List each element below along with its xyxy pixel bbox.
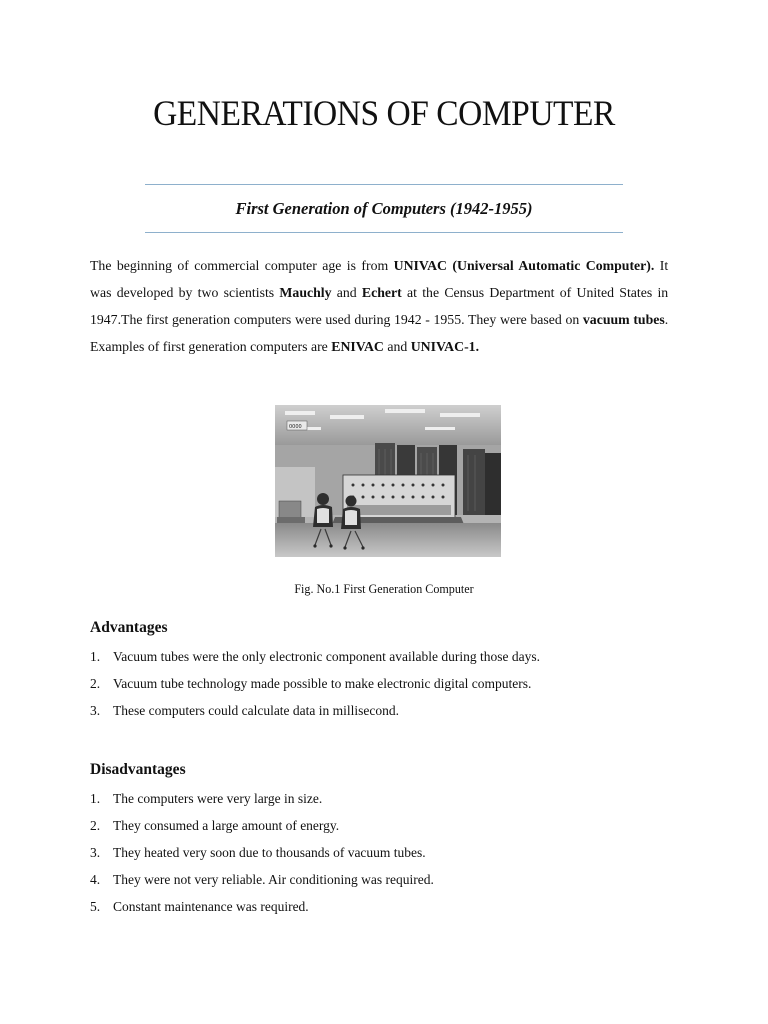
intro-bold-univac-1: UNIVAC-1. (410, 340, 480, 355)
page-title: GENERATIONS OF COMPUTER (153, 93, 615, 133)
list-item-number: 2. (90, 818, 101, 833)
intro-bold-enivac: ENIVAC (331, 340, 384, 355)
list-item-number: 3. (90, 845, 101, 860)
intro-text: and (383, 340, 411, 355)
disadvantages-heading: Disadvantages (90, 761, 186, 778)
intro-bold-mauchly: Mauchly (279, 286, 332, 301)
list-item-text: Vacuum tube technology made possible to make electronic digital computers. (113, 676, 532, 691)
intro-text: It was developed by two scientists (90, 259, 669, 301)
list-item-text: Constant maintenance was required. (113, 899, 309, 914)
intro-text: at the Census Department of United States in 1947.The first generation computers were used during 1942 - 1955. They were based on (90, 286, 669, 328)
list-item-text: They heated very soon due to thousands of vacuum tubes. (113, 845, 426, 860)
intro-bold-vacuum-tubes: vacuum tubes (582, 313, 665, 328)
intro-bold-echert: Echert (361, 286, 402, 301)
intro-text: and (331, 286, 362, 301)
first-generation-computer-photo (275, 405, 501, 557)
list-item-text: Vacuum tubes were the only electronic component available during those days. (113, 649, 540, 664)
list-item (90, 871, 690, 898)
advantages-heading: Advantages (90, 619, 168, 636)
subtitle-bottom-rule (145, 232, 623, 233)
list-item-text: These computers could calculate data in millisecond. (113, 703, 400, 718)
list-item-text: The computers were very large in size. (113, 791, 323, 806)
list-item (90, 790, 690, 817)
list-item-text: They consumed a large amount of energy. (113, 818, 340, 833)
list-item-number: 2. (90, 676, 101, 691)
list-item (90, 675, 690, 702)
subtitle-top-rule (145, 184, 623, 185)
figure-caption: Fig. No.1 First Generation Computer (294, 581, 474, 596)
list-item (90, 648, 690, 675)
list-item (90, 817, 690, 844)
intro-bold-univac: UNIVAC (Universal Automatic Computer). (393, 259, 655, 274)
list-item (90, 844, 690, 871)
list-item-number: 5. (90, 899, 101, 914)
intro-paragraph (90, 253, 668, 361)
intro-text: The beginning of commercial computer age is from (90, 259, 394, 274)
list-item-number: 4. (90, 872, 101, 887)
svg-text:0000: 0000 (289, 424, 302, 430)
section-subtitle: First Generation of Computers (1942-1955) (235, 199, 533, 218)
list-item-number: 1. (90, 791, 101, 806)
list-item-number: 3. (90, 703, 101, 718)
intro-text: . Examples of first generation computers are (90, 313, 669, 355)
disadvantages-list (90, 790, 690, 925)
list-item-number: 1. (90, 649, 101, 664)
list-item (90, 898, 690, 925)
list-item (90, 702, 690, 729)
advantages-list (90, 648, 690, 729)
list-item-text: They were not very reliable. Air conditioning was required. (113, 872, 434, 887)
